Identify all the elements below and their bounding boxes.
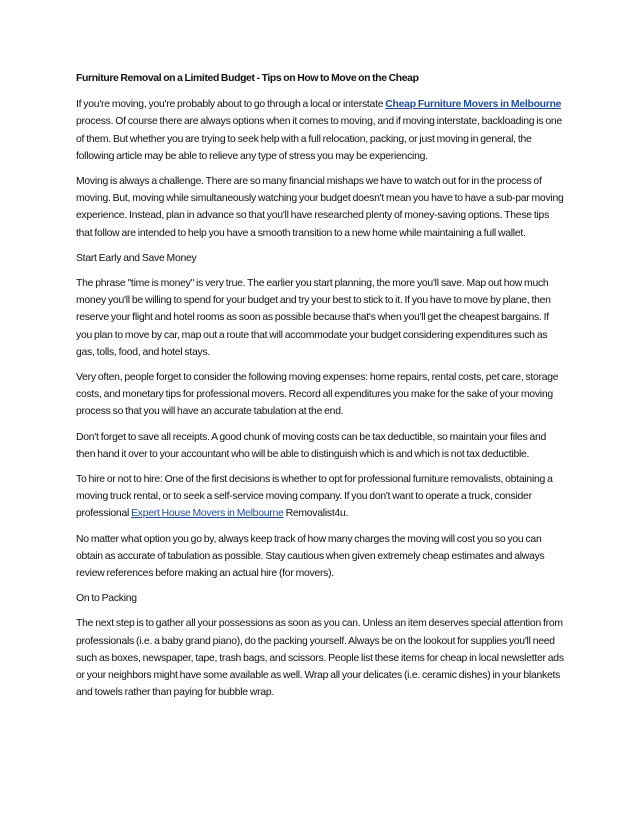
expert-house-movers-link[interactable]: Expert House Movers in Melbourne — [131, 508, 284, 520]
paragraph-intro-text-end: process. Of course there are always options when it comes to moving, and if moving interstate, backloading is one of them. But whether you are trying to seek help with a full relocation, packing, or just moving in general, the following article may be able to relieve any type of stress you may be experiencing. — [76, 116, 562, 162]
cheap-furniture-movers-link[interactable]: Cheap Furniture Movers in Melbourne — [385, 99, 562, 111]
paragraph-hire-text-start: To hire or not to hire: One of the first decisions is whether to opt for professional furniture removalists, obtaining a moving truck rental, or to seek a self-service moving company. If you don't want to operate a truck, consider professional — [76, 474, 553, 520]
document-title: Furniture Removal on a Limited Budget - Tips on How to Move on the Cheap — [76, 73, 419, 84]
paragraph-intro — [76, 96, 566, 165]
paragraph-hire-decision — [76, 471, 566, 523]
paragraph-receipts: Don't forget to save all receipts. A good chunk of moving costs can be tax deductible, so maintain your files and then hand it over to your accountant who will be able to distinguish which is and which is not tax deductible. — [76, 431, 547, 460]
paragraph-intro-text-start: If you're moving, you're probably about to go through a local or interstate — [76, 99, 386, 111]
paragraph-moving-expenses: Very often, people forget to consider the following moving expenses: home repairs, rental costs, pet care, storage costs, and monetary tips for professional movers. Record all expenditures you make for the sake of your moving process so that you will have an accurate tabulation at the end. — [76, 372, 559, 418]
heading-on-to-packing: On to Packing — [76, 593, 137, 605]
paragraph-packing: The next step is to gather all your possessions as soon as you can. Unless an item deserves special attention from professionals (i.e. a baby grand piano), do the packing yourself. Always be on the lookout for supplies you'll need such as boxes, newspaper, tape, trash bags, and scissors. People list these items for cheap in local newsletter ads or your neighbors might have some available as well. Wrap all your delicates (i.e. ceramic dishes) in your blankets and towels rather than paying for bubble wrap. — [76, 618, 564, 699]
document-body — [76, 70, 566, 710]
paragraph-time-is-money: The phrase "time is money" is very true. The earlier you start planning, the more you'll save. Map out how much money you'll be willing to spend for your budget and try your best to stick to it. If you have to move by plane, then reserve your flight and hotel rooms as soon as possible because that's when you'll get the cheapest bargains. If you plan to move by car, map out a route that will accommodate your budget considering expenditures such as gas, tolls, food, and hotel stays. — [76, 278, 551, 358]
paragraph-hire-text-end: Removalist4u. — [283, 508, 349, 520]
heading-start-early: Start Early and Save Money — [76, 252, 197, 264]
paragraph-challenge: Moving is always a challenge. There are so many financial mishaps we have to watch out for in the process of moving. But, moving while simultaneously watching your budget doesn't mean you have to have a sub-par moving experience. Instead, plan in advance so that you'll have researched plenty of money-saving options. These tips that follow are intended to help you have a smooth transition to a new home while maintaining a full wallet. — [76, 176, 564, 239]
paragraph-track-charges: No matter what option you go by, always keep track of how many charges the moving will cost you so you can obtain as accurate of tabulation as possible. Stay cautious when given extremely cheap estimates and always review references before making an actual hire (for movers). — [76, 533, 545, 580]
